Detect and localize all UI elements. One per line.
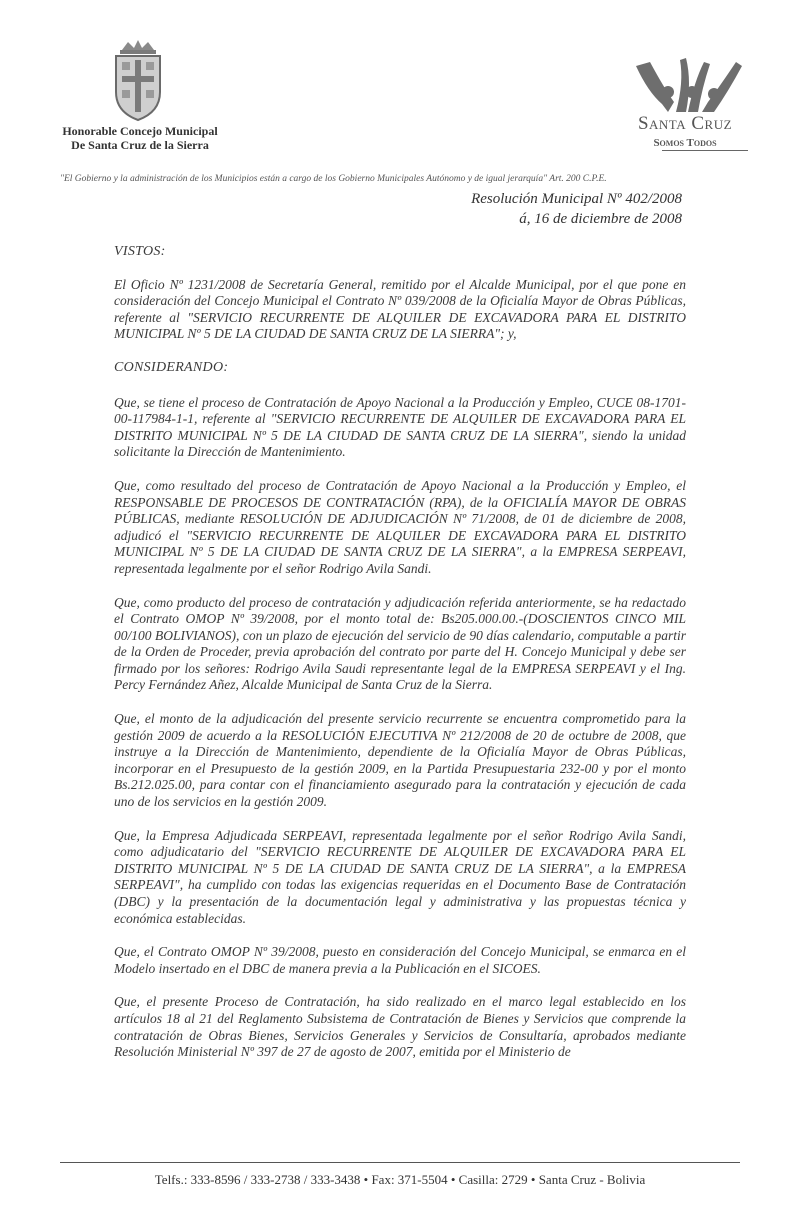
considerando-paragraph: Que, el Contrato OMOP Nº 39/2008, puesto en consideración del Concejo Municipal, se enmarca en el Modelo insertado en el DBC de manera previa a la Publicación en el SICOES. bbox=[114, 944, 686, 976]
footer-divider bbox=[60, 1162, 740, 1163]
logo-underline bbox=[662, 150, 748, 151]
resolution-date: á, 16 de diciembre de 2008 bbox=[519, 211, 682, 227]
resolution-title: Resolución Municipal Nº 402/2008 bbox=[471, 191, 682, 207]
logo-title: Santa Cruz bbox=[637, 113, 733, 134]
considerando-paragraph: Que, el monto de la adjudicación del presente servicio recurrente se encuentra comprometido para la gestión 2009 de acuerdo a la RESOLUCIÓN EJECUTIVA Nº 212/2008 de 20 de octubre de 2008, que instruye a la Dirección de Mantenimiento, dependiente de la Oficialía Mayor de Obras Públicas, incorporar en el Presupuesto de la gestión 2009, en la Partida Presupuestaria 232-00 y por el monto Bs.212.025.00, para contar con el financiamiento asegurado para la contratación y ejecución de cada uno de los servicios en la gestión 2009. bbox=[114, 711, 686, 810]
document-body bbox=[114, 244, 686, 1078]
constitutional-motto: "El Gobierno y la administración de los Municipios están a cargo de los Gobierno Municipales Autónomo y de igual jerarquía" Art. 200 C.P.E. bbox=[60, 174, 607, 184]
considerando-paragraph: Que, el presente Proceso de Contratación, ha sido realizado en el marco legal establecido en los artículos 18 al 21 del Reglamento Subsistema de Contratación de Bienes y Servicios que comprende la contratación de Obras Bienes, Servicios Generales y Servicios de Consultaría, aprobados mediante Resolución Ministerial Nº 397 de 27 de agosto de 2007, emitida por el Ministerio de bbox=[114, 994, 686, 1060]
logo-subtitle: Somos Todos bbox=[653, 137, 717, 149]
vistos-heading: VISTOS: bbox=[114, 244, 166, 259]
considerando-paragraph: Que, como producto del proceso de contratación y adjudicación referida anteriormente, se ha redactado el Contrato OMOP Nº 39/2008, por el monto total de: Bs205.000.00.-(DOSCIENTOS CINCO MIL 00/100 BOLIVIANOS), con un plazo de ejecución del servicio de 90 días calendario, computable a partir de la Orden de Proceder, previa aprobación del contrato por parte del H. Concejo Municipal y debe ser firmado por los señores: Rodrigo Avila Saudi representante legal de la EMPRESA SERPEAVI y el Ing. Percy Fernández Añez, Alcalde Municipal de Santa Cruz de la Sierra. bbox=[114, 594, 686, 693]
footer-contact: Telfs.: 333-8596 / 333-2738 / 333-3438 • Fax: 371-5504 • Casilla: 2729 • Santa Cruz - Bolivia bbox=[154, 1172, 646, 1187]
council-name-line1: Honorable Concejo Municipal bbox=[62, 124, 218, 138]
council-name-line2: De Santa Cruz de la Sierra bbox=[71, 138, 209, 152]
considerando-paragraph: Que, la Empresa Adjudicada SERPEAVI, representada legalmente por el señor Rodrigo Avila Sandi, como adjudicatario del "SERVICIO RECURRENTE DE ALQUILER DE EXCAVADORA PARA EL DISTRITO MUNICIPAL Nº 5 DE LA CIUDAD DE SANTA CRUZ DE LA SIERRA", a la EMPRESA SERPEAVI", ha cumplido con todas las exigencias requeridas en el Documento Base de Contratación (DBC) y la presentación de la documentación legal y administrativa y las propuestas técnica y económica establecidas. bbox=[114, 827, 686, 926]
council-name bbox=[40, 124, 240, 152]
vistos-paragraph: El Oficio Nº 1231/2008 de Secretaría General, remitido por el Alcalde Municipal, por el que pone en consideración del Concejo Municipal el Contrato Nº 039/2008 de la Oficialía Mayor de Obras Públicas, referente al "SERVICIO RECURRENTE DE ALQUILER DE EXCAVADORA PARA EL DISTRITO MUNICIPAL Nº 5 DE LA CIUDAD DE SANTA CRUZ DE LA SIERRA"; y, bbox=[114, 276, 686, 342]
letterhead bbox=[0, 0, 800, 200]
considerando-heading: CONSIDERANDO: bbox=[114, 359, 229, 375]
considerando-paragraph: Que, como resultado del proceso de Contratación de Apoyo Nacional a la Producción y Empleo, el RESPONSABLE DE PROCESOS DE CONTRATACIÓN (RPA), de la OFICIALÍA MAYOR DE OBRAS PÚBLICAS, mediante RESOLUCIÓN DE ADJUDICACIÓN Nº 71/2008, de 01 de diciembre de 2008, adjudicó el "SERVICIO RECURRENTE DE ALQUILER DE EXCAVADORA PARA EL DISTRITO MUNICIPAL Nº 5 DE LA CIUDAD DE SANTA CRUZ DE LA SIERRA", a la EMPRESA SERPEAVI, representada legalmente por el señor Rodrigo Avila Sandi. bbox=[114, 477, 686, 576]
coat-of-arms-icon bbox=[108, 36, 168, 124]
considerando-paragraph: Que, se tiene el proceso de Contratación de Apoyo Nacional a la Producción y Empleo, CUCE 08-1701-00-117984-1-1, referente al "SERVICIO RECURRENTE DE ALQUILER DE EXCAVADORA PARA EL DISTRITO MUNICIPAL Nº 5 DE LA CIUDAD DE SANTA CRUZ DE LA SIERRA", siendo la unidad solicitante la Dirección de Mantenimiento. bbox=[114, 394, 686, 460]
